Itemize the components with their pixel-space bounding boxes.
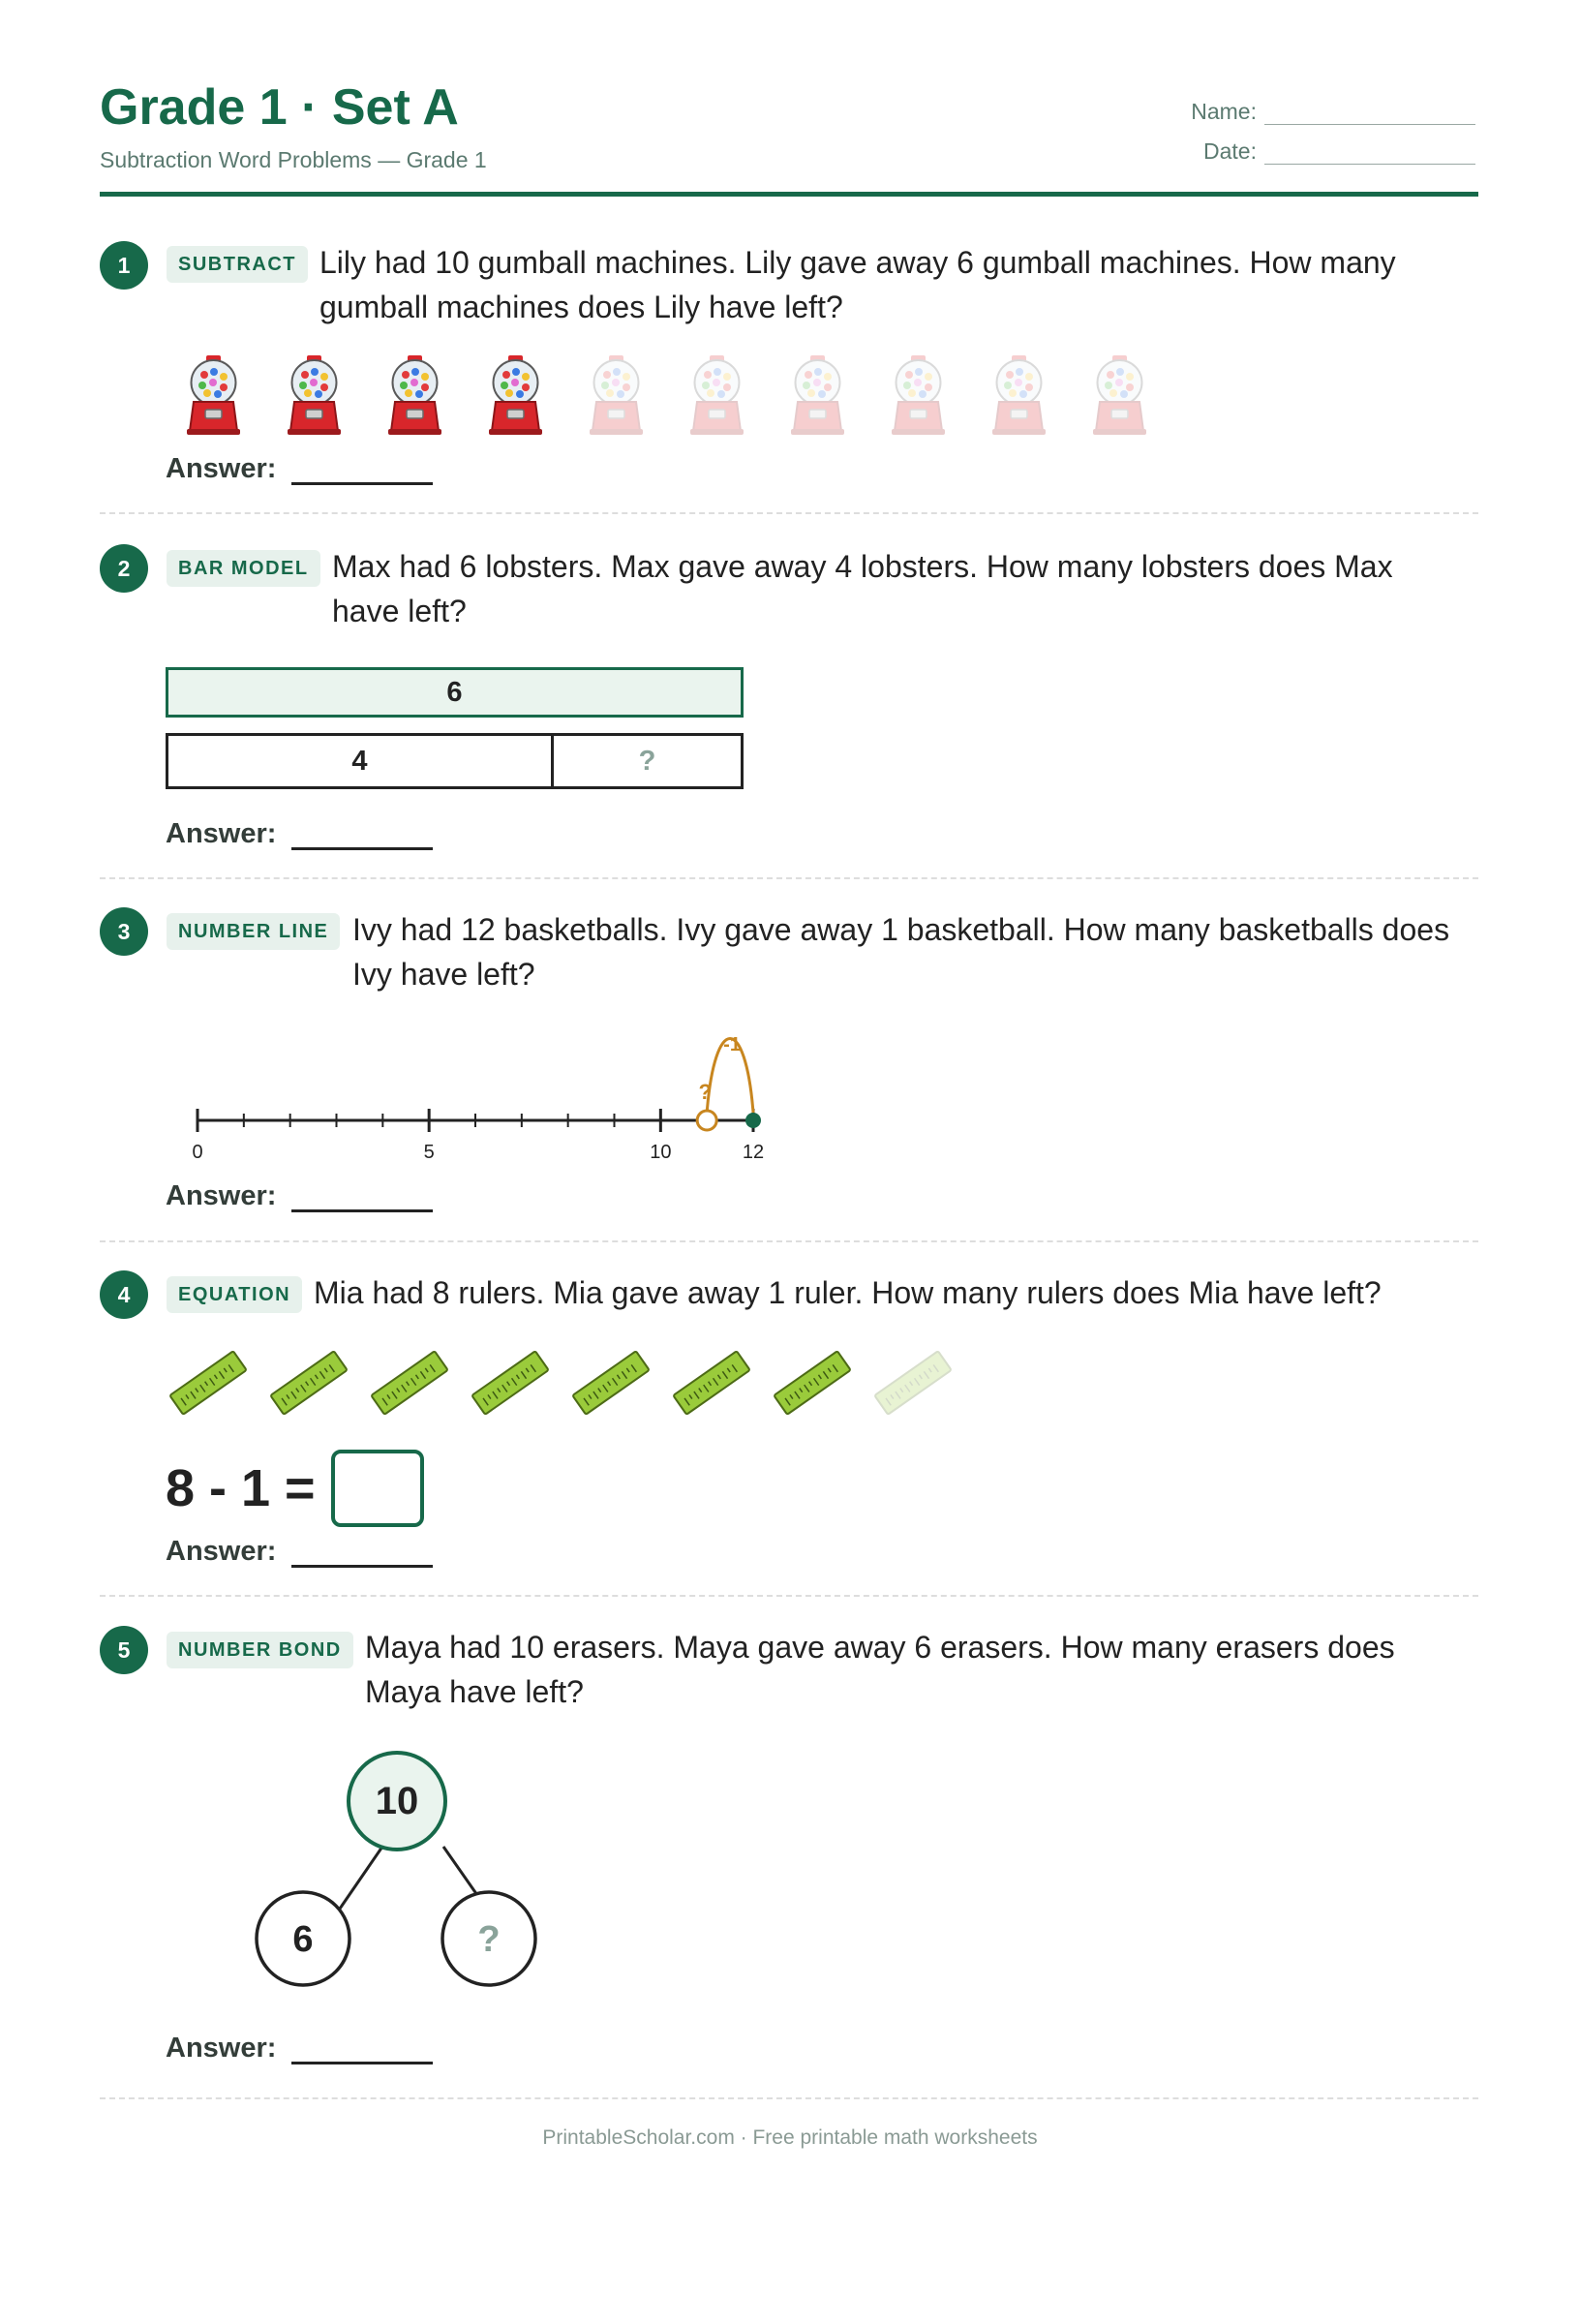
answer-label: Answer: <box>166 1536 277 1567</box>
answer-label: Answer: <box>166 818 277 849</box>
problem-3-number: 3 <box>100 907 148 956</box>
page-subtitle: Subtraction Word Problems — Grade 1 <box>100 147 487 172</box>
number-line-tick-label: 12 <box>742 1142 765 1163</box>
problem-3-answer[interactable] <box>166 1180 433 1212</box>
ruler-icon <box>874 1344 952 1422</box>
problem-4-badge: EQUATION <box>167 1276 302 1313</box>
problem-2-answer[interactable] <box>166 818 433 850</box>
date-field[interactable] <box>1203 138 1475 165</box>
problem-divider <box>100 877 1478 879</box>
problem-divider <box>100 512 1478 514</box>
problem-5-number: 5 <box>100 1626 148 1674</box>
number-line-start-point <box>745 1113 761 1128</box>
ruler-icon <box>169 1344 247 1422</box>
number-line <box>174 1007 794 1172</box>
problem-divider <box>100 1240 1478 1242</box>
answer-blank[interactable] <box>291 1182 433 1212</box>
problem-5-badge: NUMBER BOND <box>167 1632 353 1668</box>
problem-2-question: Max had 6 lobsters. Max gave away 4 lobsters. How many lobsters does Max have left? <box>332 549 1393 628</box>
answer-blank[interactable] <box>291 820 433 850</box>
problem-5-question: Maya had 10 erasers. Maya gave away 6 erasers. How many erasers does Maya have left? <box>365 1630 1395 1709</box>
number-line-jump-label: -1 <box>723 1034 741 1055</box>
number-line-tick-label: 5 <box>423 1142 435 1163</box>
answer-blank[interactable] <box>291 2034 433 2064</box>
gumball-machine-icon <box>781 353 854 436</box>
bond-unknown-value: ? <box>477 1919 501 1960</box>
date-line[interactable] <box>1264 144 1475 165</box>
problem-1-answer[interactable] <box>166 453 433 485</box>
answer-blank[interactable] <box>291 455 433 485</box>
ruler-icon <box>572 1344 650 1422</box>
answer-blank[interactable] <box>291 1538 433 1568</box>
answer-label: Answer: <box>166 2033 277 2064</box>
gumball-machine-icon <box>1083 353 1156 436</box>
equation-answer-box[interactable] <box>331 1450 424 1527</box>
bar-model-unknown: ? <box>551 733 744 789</box>
problem-4-icons <box>169 1344 952 1422</box>
problem-4-answer[interactable] <box>166 1536 433 1568</box>
number-line-tick-label: 0 <box>192 1142 203 1163</box>
problem-2-number: 2 <box>100 544 148 593</box>
ruler-icon <box>471 1344 549 1422</box>
gumball-machine-icon <box>983 353 1055 436</box>
problem-1-icons <box>177 353 1156 436</box>
bond-part-value: 6 <box>292 1919 314 1960</box>
gumball-machine-icon <box>379 353 451 436</box>
answer-label: Answer: <box>166 453 277 484</box>
problem-1-number: 1 <box>100 241 148 290</box>
ruler-icon <box>270 1344 348 1422</box>
gumball-machine-icon <box>278 353 350 436</box>
ruler-icon <box>673 1344 750 1422</box>
gumball-machine-icon <box>681 353 753 436</box>
problem-divider <box>100 1595 1478 1597</box>
gumball-machine-icon <box>177 353 250 436</box>
bar-model-part: 4 <box>166 733 554 789</box>
name-label: Name: <box>1191 99 1257 124</box>
gumball-machine-icon <box>882 353 955 436</box>
name-line[interactable] <box>1264 105 1475 125</box>
problem-1-badge: SUBTRACT <box>167 246 308 283</box>
problem-divider <box>100 2097 1478 2099</box>
gumball-machine-icon <box>479 353 552 436</box>
number-line-unknown: ? <box>698 1080 712 1104</box>
bond-whole-value: 10 <box>375 1780 419 1822</box>
answer-label: Answer: <box>166 1180 277 1211</box>
number-line-tick-label: 10 <box>650 1142 672 1163</box>
equation <box>166 1450 424 1527</box>
footer: PrintableScholar.com · Free printable math worksheets <box>542 2126 1038 2149</box>
page-title: Grade 1 · Set A <box>100 79 459 136</box>
problem-2-badge: BAR MODEL <box>167 550 320 587</box>
problem-4-number: 4 <box>100 1270 148 1319</box>
problem-3-question: Ivy had 12 basketballs. Ivy gave away 1 basketball. How many basketballs does Ivy have left? <box>352 912 1450 992</box>
problem-5-answer[interactable] <box>166 2033 433 2064</box>
header-rule <box>100 192 1478 197</box>
problem-1-question: Lily had 10 gumball machines. Lily gave away 6 gumball machines. How many gumball machines does Lily have left? <box>319 245 1396 324</box>
gumball-machine-icon <box>580 353 653 436</box>
problem-4-question: Mia had 8 rulers. Mia gave away 1 ruler. How many rulers does Mia have left? <box>314 1275 1382 1310</box>
name-field[interactable] <box>1191 99 1475 125</box>
number-bond <box>242 1743 562 1995</box>
equation-text: 8 - 1 = <box>166 1459 316 1517</box>
problem-3-badge: NUMBER LINE <box>167 913 340 950</box>
number-line-end-point <box>697 1111 716 1130</box>
ruler-icon <box>774 1344 851 1422</box>
bar-model-whole: 6 <box>166 667 744 718</box>
date-label: Date: <box>1203 138 1257 164</box>
ruler-icon <box>371 1344 448 1422</box>
